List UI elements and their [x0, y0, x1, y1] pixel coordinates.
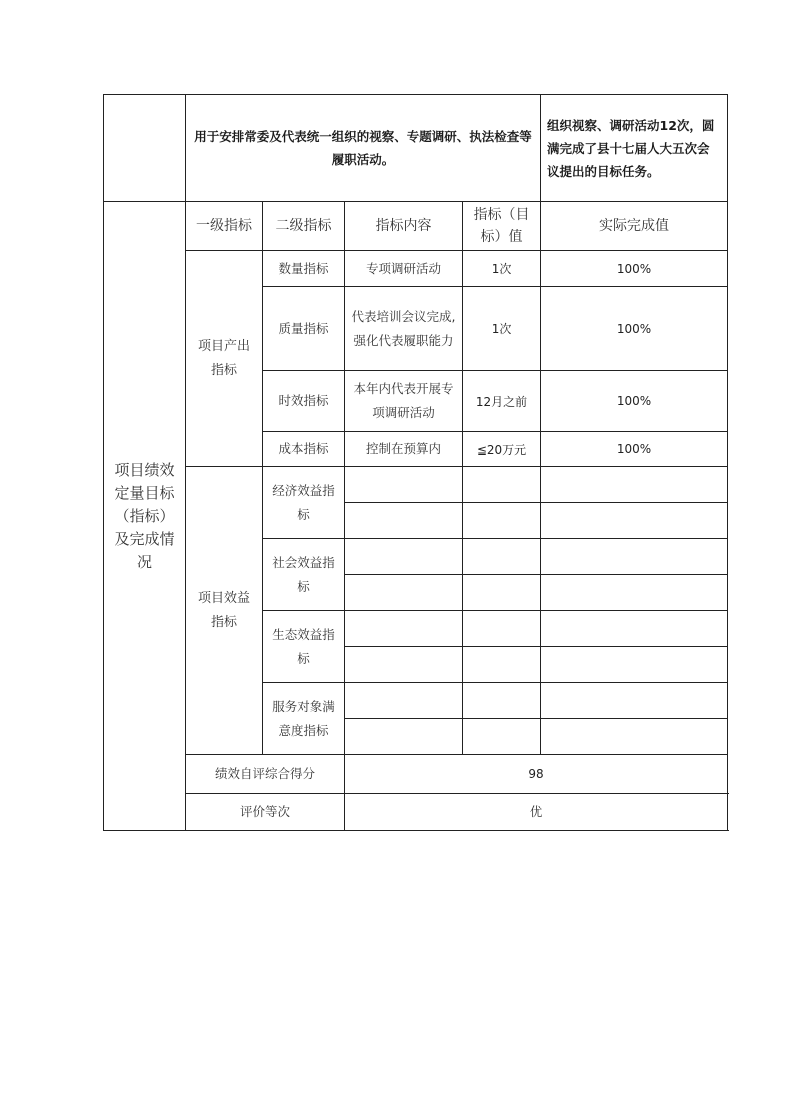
- benefit-indicator-label: 项目效益指标: [186, 467, 263, 755]
- indicator-target: 1次: [463, 251, 541, 287]
- top-left-cell: [104, 95, 186, 202]
- empty-cell: [463, 575, 541, 611]
- empty-cell: [345, 503, 463, 539]
- header-content: 指标内容: [345, 202, 463, 251]
- indicator-content: 代表培训会议完成,强化代表履职能力: [345, 287, 463, 371]
- empty-cell: [463, 719, 541, 755]
- grade-label: 评价等次: [186, 794, 345, 831]
- empty-cell: [345, 575, 463, 611]
- header-target: 指标（目标）值: [463, 202, 541, 251]
- indicator-name: 时效指标: [263, 371, 345, 432]
- indicator-actual: 100%: [541, 251, 728, 287]
- score-label: 绩效自评综合得分: [186, 755, 345, 794]
- indicator-name: 成本指标: [263, 432, 345, 467]
- indicator-actual: 100%: [541, 432, 728, 467]
- section-label: 项目绩效定量目标（指标）及完成情况: [104, 202, 186, 831]
- score-value: 98: [345, 755, 728, 794]
- indicator-target: ≦20万元: [463, 432, 541, 467]
- indicator-content: 控制在预算内: [345, 432, 463, 467]
- output-indicator-label: 项目产出指标: [186, 251, 263, 467]
- empty-cell: [345, 647, 463, 683]
- empty-cell: [541, 611, 728, 647]
- indicator-target: 1次: [463, 287, 541, 371]
- empty-cell: [541, 539, 728, 575]
- header-actual: 实际完成值: [541, 202, 728, 251]
- empty-cell: [463, 503, 541, 539]
- empty-cell: [463, 647, 541, 683]
- indicator-actual: 100%: [541, 371, 728, 432]
- empty-cell: [541, 467, 728, 503]
- empty-cell: [345, 683, 463, 719]
- benefit-group-ecological: 生态效益指标: [263, 611, 345, 683]
- performance-table: [103, 94, 728, 831]
- indicator-name: 质量指标: [263, 287, 345, 371]
- completion-summary: 组织视察、调研活动12次，圆满完成了县十七届人大五次会议提出的目标任务。: [541, 95, 728, 202]
- empty-cell: [541, 683, 728, 719]
- benefit-group-satisfaction: 服务对象满意度指标: [263, 683, 345, 755]
- grade-value: 优: [345, 794, 728, 831]
- empty-cell: [463, 611, 541, 647]
- indicator-name: 数量指标: [263, 251, 345, 287]
- benefit-group-economic: 经济效益指标: [263, 467, 345, 539]
- empty-cell: [541, 575, 728, 611]
- benefit-group-social: 社会效益指标: [263, 539, 345, 611]
- empty-cell: [541, 647, 728, 683]
- empty-cell: [345, 719, 463, 755]
- header-level2: 二级指标: [263, 202, 345, 251]
- empty-cell: [345, 539, 463, 575]
- indicator-content: 专项调研活动: [345, 251, 463, 287]
- empty-cell: [541, 719, 728, 755]
- empty-cell: [345, 611, 463, 647]
- empty-cell: [463, 683, 541, 719]
- empty-cell: [463, 539, 541, 575]
- empty-cell: [463, 467, 541, 503]
- indicator-actual: 100%: [541, 287, 728, 371]
- empty-cell: [541, 503, 728, 539]
- indicator-content: 本年内代表开展专项调研活动: [345, 371, 463, 432]
- indicator-target: 12月之前: [463, 371, 541, 432]
- fund-description: 用于安排常委及代表统一组织的视察、专题调研、执法检查等履职活动。: [186, 95, 541, 202]
- empty-cell: [345, 467, 463, 503]
- header-level1: 一级指标: [186, 202, 263, 251]
